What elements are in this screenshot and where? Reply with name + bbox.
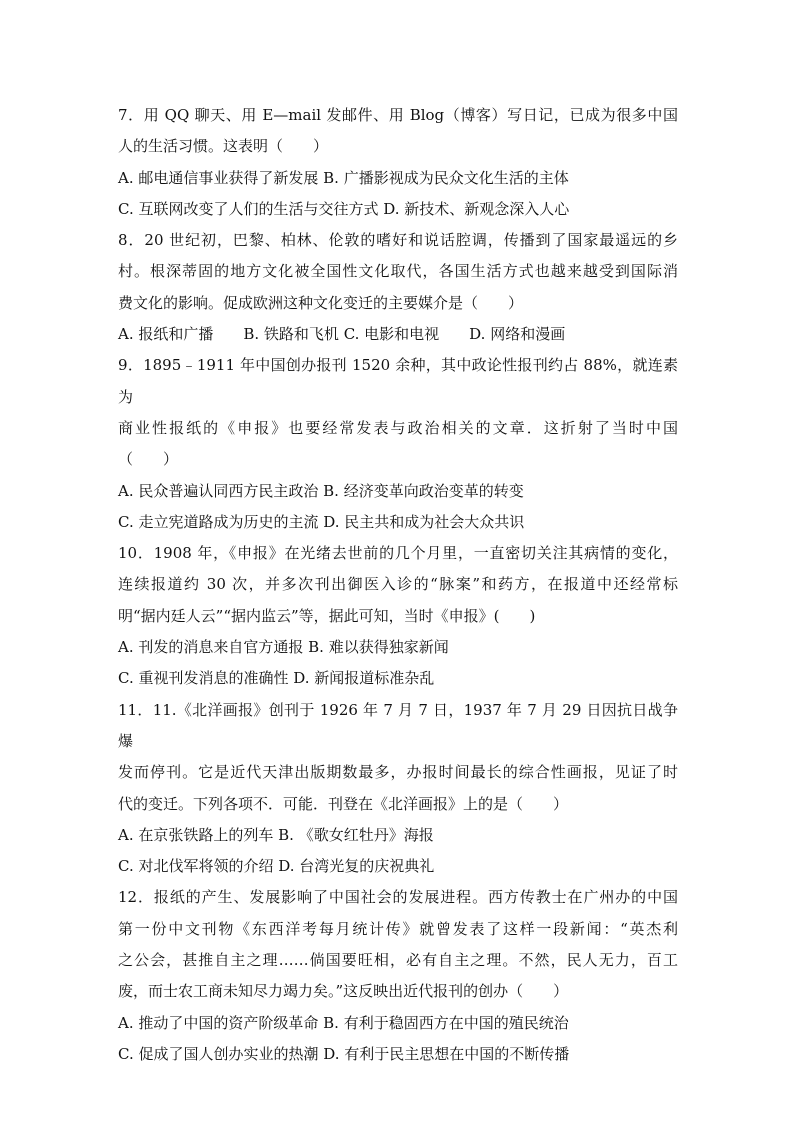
question-stem-line: 商业性报纸的《申报》也要经常发表与政治相关的文章．这折射了当时中国	[118, 418, 678, 437]
question-8	[118, 225, 678, 350]
question-stem-line: 11．11.《北洋画报》创刊于 1926 年 7 月 7 日，1937 年 7 月 29 日因抗日战争爆	[118, 700, 678, 750]
question-stem-line: 发而停刊。它是近代天津出版期数最多，办报时间最长的综合性画报，见证了时	[118, 763, 678, 782]
answer-option-line: A. 推动了中国的资产阶级革命 B. 有利于稳固西方在中国的殖民统治	[118, 1013, 569, 1032]
question-stem-line: 8．20 世纪初，巴黎、柏林、伦敦的嗜好和说话腔调，传播到了国家最遥远的乡	[118, 231, 678, 250]
question-7	[118, 100, 678, 225]
answer-option-line: C. 对北伐军将领的介绍 D. 台湾光复的庆祝典礼	[118, 857, 435, 876]
answer-option-line: A. 报纸和广播 B. 铁路和飞机 C. 电影和电视 D. 网络和漫画	[118, 325, 566, 344]
question-10	[118, 538, 678, 694]
question-stem-line: 人的生活习惯。这表明（ ）	[118, 137, 329, 156]
question-stem-line: 明“据内廷人云”“据内监云”等，据此可知，当时《申报》( )	[118, 606, 536, 625]
answer-option-line: A. 刊发的消息来自官方通报 B. 难以获得独家新闻	[118, 638, 449, 657]
question-11	[118, 695, 678, 883]
question-stem-line: 费文化的影响。促成欧洲这种文化变迁的主要媒介是（ ）	[118, 293, 524, 312]
answer-option-line: C. 走立宪道路成为历史的主流 D. 民主共和成为社会大众共识	[118, 512, 525, 531]
question-list	[118, 100, 678, 1070]
question-stem-line: （ ）	[118, 450, 179, 469]
answer-option-line: C. 互联网改变了人们的生活与交往方式 D. 新技术、新观念深入人心	[118, 199, 570, 218]
question-stem-line: 代的变迁。下列各项不．可能．刊登在《北洋画报》上的是（ ）	[118, 794, 569, 813]
question-9	[118, 350, 678, 538]
question-stem-line: 村。根深蒂固的地方文化被全国性文化取代，各国生活方式也越来越受到国际消	[118, 262, 678, 281]
question-stem-line: 废，而士农工商未知尽力竭力矣。”这反映出近代报刊的创办（ ）	[118, 982, 569, 1001]
answer-option-line: C. 重视刊发消息的准确性 D. 新闻报道标准杂乱	[118, 669, 435, 688]
question-stem-line: 7．用 QQ 聊天、用 E—mail 发邮件、用 Blog（博客）写日记，已成为很多中国	[118, 106, 678, 124]
answer-option-line: A. 民众普遍认同西方民主政治 B. 经济变革向政治变革的转变	[118, 481, 524, 500]
answer-option-line: A. 邮电通信事业获得了新发展 B. 广播影视成为民众文化生活的主体	[118, 168, 569, 187]
question-stem-line: 第一份中文刊物《东西洋考每月统计传》就曾发表了这样一段新闻：“英杰利	[118, 919, 678, 938]
question-stem-line: 9．1895﹣1911 年中国创办报刊 1520 余种，其中政论性报刊约占 88%，就连素为	[118, 356, 678, 406]
answer-option-line: A. 在京张铁路上的列车 B. 《歌女红牡丹》海报	[118, 825, 434, 844]
question-12	[118, 882, 678, 1070]
question-stem-line: 之公会，甚推自主之理……倘国要旺相，必有自主之理。不然，民人无力，百工	[118, 951, 678, 970]
question-stem-line: 10．1908 年，《申报》在光绪去世前的几个月里，一直密切关注其病情的变化，	[118, 544, 678, 563]
question-stem-line: 12．报纸的产生、发展影响了中国社会的发展进程。西方传教士在广州办的中国	[118, 888, 678, 907]
answer-option-line: C. 促成了国人创办实业的热潮 D. 有利于民主思想在中国的不断传播	[118, 1044, 570, 1063]
question-stem-line: 连续报道约 30 次，并多次刊出御医入诊的“脉案”和药方，在报道中还经常标	[118, 575, 678, 594]
